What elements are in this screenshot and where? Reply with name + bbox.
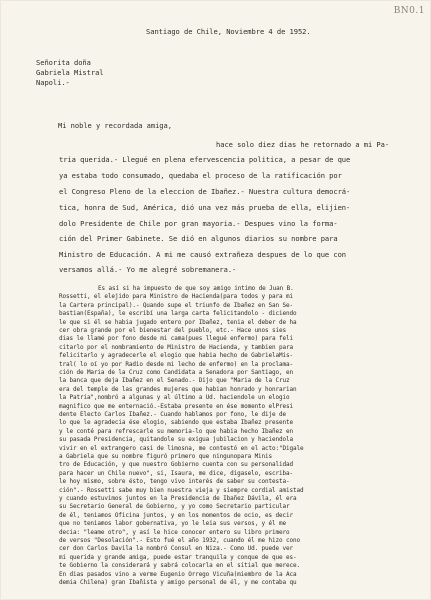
paragraph2-line: la Patria",nombró a algunas y al último a Ud. haciendole un elogio xyxy=(59,394,290,402)
paragraph2-line: le que si él se habia jugado entero por Ibañez, tenia el deber de ha xyxy=(59,318,297,326)
paragraph2-line: de él, teniamos Oficina juntos, y en los momentos de ocio, es decir xyxy=(59,511,293,519)
paragraph2-line: ción de Maria de la Cruz como Candidata a Senadora por Santiago, en xyxy=(59,369,293,376)
recipient-line: Señorita doña xyxy=(36,58,91,67)
paragraph1-line: dolo Presidente de Chile por gran mayoria.- Despues vino la forma- xyxy=(59,219,338,228)
paragraph2-line: para hacer un Chile nuevo", si, Isaura, me dice, digaselo, escriba- xyxy=(59,469,293,477)
paragraph2-line: su pasada Presidencia, quitandole su exigua jubilacion y haciendola xyxy=(59,436,293,444)
paragraph2-line: dente Electo Carlos Ibañez.- Cuando hablamos por fono, le dije de xyxy=(59,411,287,418)
place-date: Santiago de Chile, Noviembre 4 de 1952. xyxy=(146,27,311,36)
paragraph2-line: tral( lo oí yo por Radio desde mi lecho de enfermo) en la proclama- xyxy=(59,360,293,368)
paragraph1-line: versamos allá.- Yo me alegré sobremanera.- xyxy=(59,265,237,274)
paragraph2-line: tro de Educación, y que nuestro Gobierno cuenta con su personalidad xyxy=(59,461,293,469)
paragraph2-line: mi querida y grande amiga, puede estar tranquila y conque de que es- xyxy=(59,553,297,561)
paragraph2-line: dias le llamé por fono desde mi cama(pues llegué enfermo) para feli xyxy=(59,335,293,343)
paragraph1-line: hace solo diez dias he retornado a mi Pa- xyxy=(216,140,390,149)
archive-code: BN0.1 xyxy=(393,6,425,16)
paragraph1-line: ción del Primer Gabinete. Se dió en algunos diarios su nombre para xyxy=(59,234,338,243)
paragraph1-line: ya estaba todo consumado, quedaba el proceso de la ratificación por xyxy=(59,171,342,180)
paragraph2-line: En dias pasados vino a verme Eugenio Orrego Vicuña(miembro de la Aca xyxy=(59,570,297,578)
recipient-line: Gabriela Mistral xyxy=(36,68,104,77)
paragraph2-line: decia: "leame otro", y así le hice conocer entero su libro primero xyxy=(59,528,290,536)
paragraph2-line: le hoy mismo, sobre ésto, tengo vivo interés de saber su contesta- xyxy=(59,478,290,486)
paragraph2-line: era del temple de las grandes mujeres que habian honrado y honrarian xyxy=(59,385,297,393)
paragraph2-line: felicitarlo y agradecerle el elogio que habia hecho de GabrielaMis- xyxy=(59,352,293,360)
paragraph2-line: cer obra grande por el bienestar del pueblo, etc.- Hace unos sies xyxy=(59,327,287,334)
paragraph1-line: Ministro de Educación. A mi me causó extrañeza despues de lo que con xyxy=(59,250,347,259)
paragraph2-line: Es así si ha impuesto de que soy amigo intimo de Juan B. xyxy=(98,285,294,292)
paragraph2-line: ción".- Rossetti sabe muy bien nuestra vieja y siempre cordial amistad xyxy=(59,486,304,494)
salutation: Mi noble y recordada amiga, xyxy=(58,121,172,130)
paragraph2-line: y le conté para refrescarle su memoria-lo que habia hecho Ibañez en xyxy=(59,427,293,435)
paragraph2-line: que no teniamos labor gobernativa, yo le leia sus versos, y él me xyxy=(59,520,287,528)
paragraph1-line: el Congreso Pleno de la eleccion de Ibañez.- Nuestra cultura democrá- xyxy=(59,187,351,196)
paragraph2-line: la banca que deja Ibañez en el Senado.- Dijo que "Maria de la Cruz xyxy=(59,377,290,385)
paragraph2-line: su Secretario General de Gobierno, y yo como Secretario particular xyxy=(59,503,290,511)
paragraph2-line: lo que le agradecia ése elogio, sabiendo que estaba Ibañez presente xyxy=(59,419,293,427)
paragraph2-line: cer don Carlos Davila la nombró Consul en Niza.- Como Ud. puede ver xyxy=(59,545,293,553)
paragraph2-line: magnifico que me enternació.-Estaba presente en ése momento elPresi xyxy=(59,402,293,410)
paragraph2-line: vivir en el extrangero casi de limosna, me contestó en el acto:"Digale xyxy=(59,444,304,452)
paragraph2-line: de versos "Desolación".- Esto fué el año 1932, cuando él me hizo cono xyxy=(59,537,300,544)
paragraph1-line: tria querida.- Llegué en plena efervescencia politica, a pesar de que xyxy=(59,155,351,164)
paragraph2-line: te Gobierno la considerará y sabrá colocarla en el sitial que merece. xyxy=(59,562,300,570)
paragraph2-line: Rossetti, el elejido para Ministro de Hacienda(para todos y para mi xyxy=(59,293,293,301)
paragraph2-line: demia Chilena) gran Ibañista y amigo personal de él, y me contaba qu xyxy=(59,579,297,586)
paragraph1-line: tica, honra de Sud, América, dió una vez más prueba de ella, elijien- xyxy=(59,203,351,212)
paragraph2-line: y cuando estuvimos juntos en la Presidencia de Ibañez Dávila, él era xyxy=(59,495,297,502)
paragraph2-line: citarlo por el nombramiento de Ministro de Hacienda, y tambien para xyxy=(59,343,293,351)
paragraph2-line: bastian(España), le escribí una larga carta felicitandolo - diciendo xyxy=(59,310,297,318)
paragraph2-line: a Gabriela que su nombre figuró primero que ningunopara Minis xyxy=(59,453,273,460)
paragraph2-line: la Cartera principal).- Quando supe el triunfo de Ibañez en San Se- xyxy=(59,301,293,309)
recipient-line: Napoli.- xyxy=(36,78,70,87)
